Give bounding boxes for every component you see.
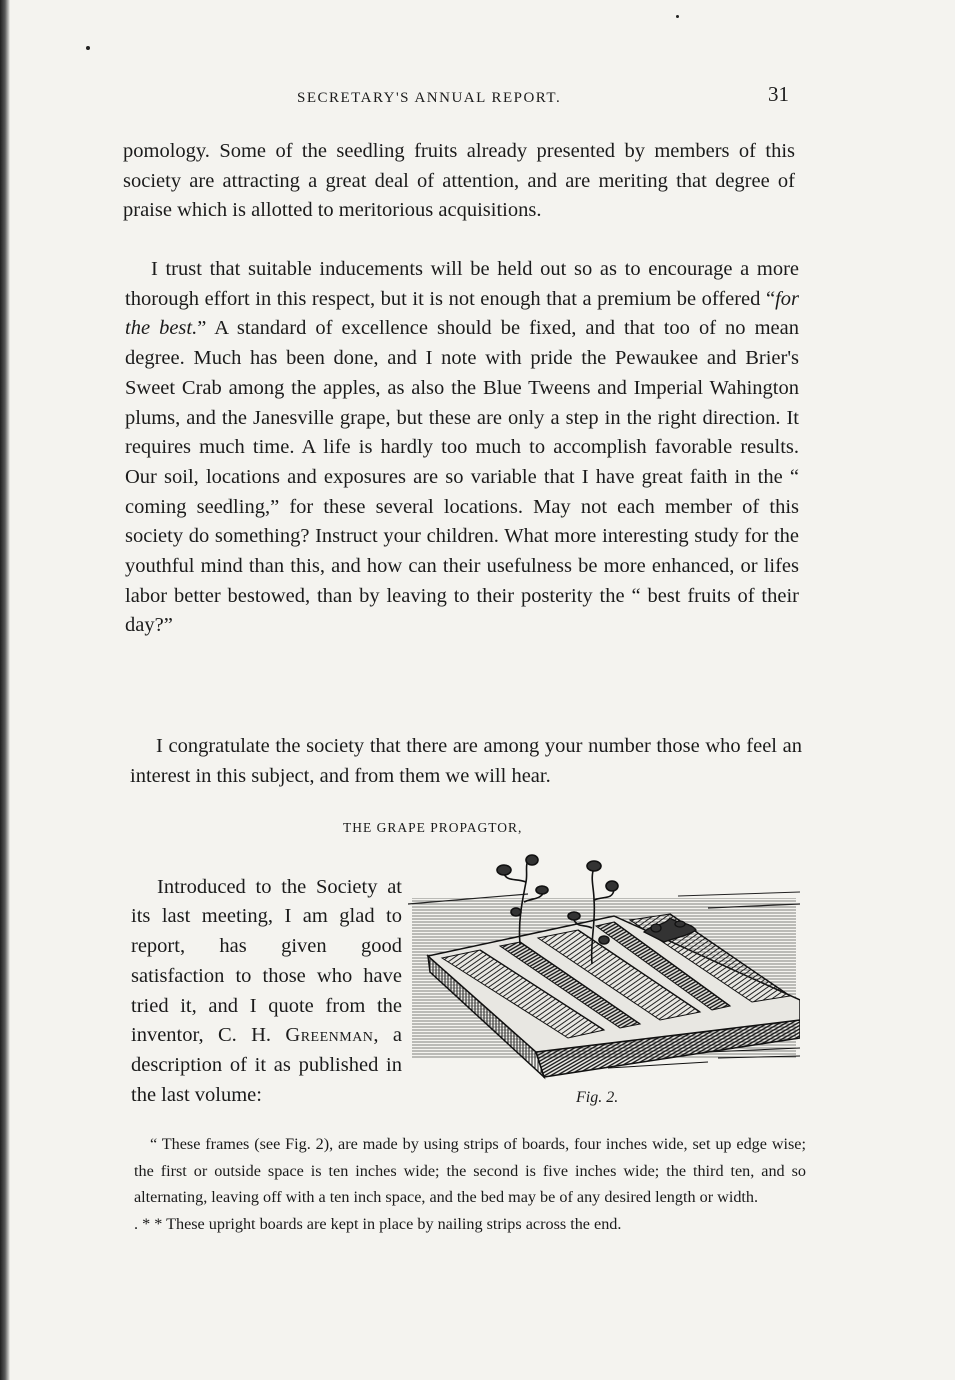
paragraph-text: Introduced to the Society at its last meeting, I am glad to report, has given good satisfaction to those who have tried it, and I quote from the inventor, C. H.: [131, 875, 402, 1047]
page-binding-edge: [0, 0, 10, 1380]
paragraph-text: , a description of it as published in the last volume:: [131, 1024, 402, 1107]
paragraph-introduced: [131, 873, 402, 1111]
running-head: SECRETARY'S ANNUAL REPORT.: [297, 90, 562, 106]
paragraph-inducements: [125, 255, 799, 641]
paragraph-text: ” A standard of excellence should be fixed, and that too of no mean degree. Much has been done, and I note with pride the Pewaukee and Brier's Sweet Crab among the apples, as also the Blue Tweens and Imperial Wahington plums, and the Janesville grape, but these are only a step in the right direction. It requires much time. A life is hardly too much to accomplish favorable results. Our soil, locations and exposures are so variable that I have great faith in the “ coming seedling,” for these several locations. May not each member of this society do something? Instruct your children. What more interesting study for the youthful mind than this, and how can their usefulness be more enhanced, or lifes labor better bestowed, than by leaving to their posterity the “ best fruits of their day?”: [125, 317, 799, 637]
quote-paragraph: “ These frames (see Fig. 2), are made by using strips of boards, four inches wide, set up edge wise; the first or outside space is ten inches wide; the second is five inches wide; the third ten, and so alternating, leaving off with a ten inch space, and the bed may be of any desired length or width.: [134, 1135, 806, 1207]
ink-speck: [676, 15, 679, 18]
emphasis-for-the-best: for the best.: [125, 287, 799, 340]
paragraph-text: I trust that suitable inducements will be held out so as to encourage a more thorough effort in this respect, but it is not enough that a premium be offered “: [125, 258, 799, 310]
figure-caption: Fig. 2.: [576, 1089, 619, 1106]
quote-paragraph: . * * These upright boards are kept in place by nailing strips across the end.: [134, 1214, 622, 1233]
ink-speck: [86, 46, 90, 50]
page-number: 31: [768, 82, 789, 106]
grape-propagator-frame-engraving: [408, 852, 800, 1084]
quoted-description: [134, 1131, 806, 1237]
inventor-name: Greenman: [285, 1024, 374, 1047]
section-heading: THE GRAPE PROPAGTOR,: [343, 820, 523, 835]
paragraph-congratulate: I congratulate the society that there are among your number those who feel an interest in this subject, and from them we will hear.: [130, 735, 802, 787]
paragraph-pomology: pomology. Some of the seedling fruits already presented by members of this society are attracting a great deal of attention, and are meriting that degree of praise which is allotted to meritorious acquisitions.: [123, 140, 795, 222]
